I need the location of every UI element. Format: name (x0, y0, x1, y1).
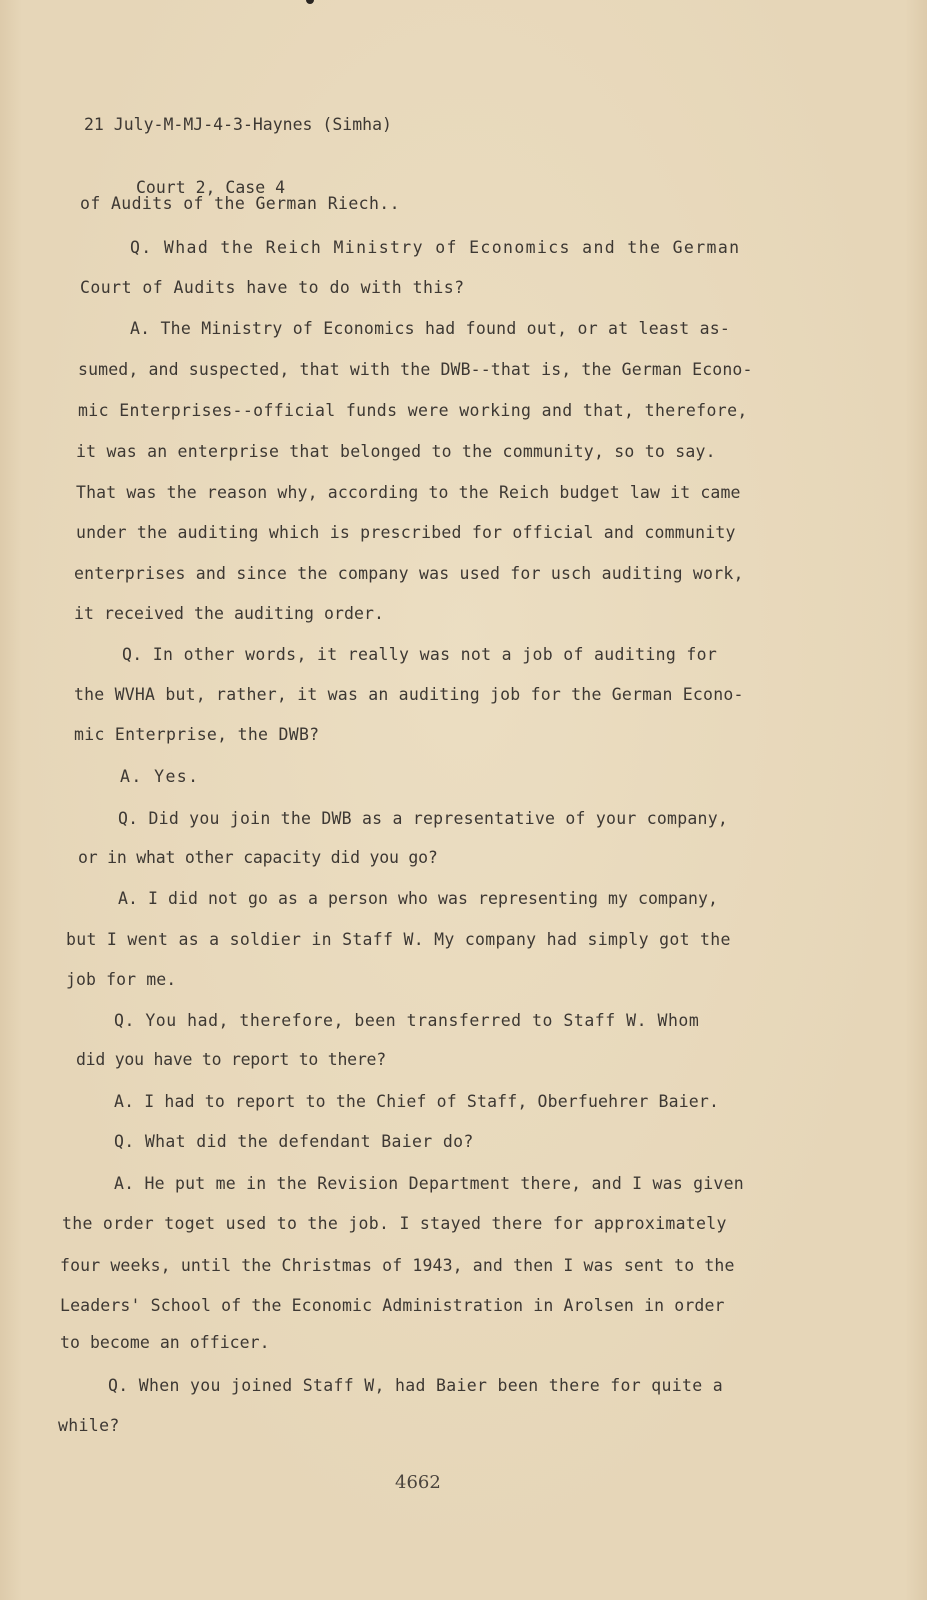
text-line: under the auditing which is prescribed for official and community (76, 523, 736, 542)
text-line: Q. In other words, it really was not a job of auditing for (122, 645, 718, 664)
text-line: of Audits of the German Riech.. (80, 194, 400, 213)
punch-mark (306, 0, 314, 4)
text-line: Q. What did the defendant Baier do? (114, 1132, 474, 1151)
text-line: or in what other capacity did you go? (78, 848, 438, 867)
text-line: Q. You had, therefore, been transferred to Staff W. Whom (114, 1011, 700, 1030)
text-line: it received the auditing order. (74, 604, 384, 623)
text-line: four weeks, until the Christmas of 1943, and then I was sent to the (60, 1256, 735, 1275)
text-line: enterprises and since the company was used for usch auditing work, (74, 564, 744, 583)
text-line: while? (58, 1416, 120, 1435)
text-line: mic Enterprise, the DWB? (74, 725, 320, 744)
text-line: to become an officer. (60, 1333, 270, 1352)
text-line: the WVHA but, rather, it was an auditing job for the German Econo- (74, 685, 744, 704)
text-line: but I went as a soldier in Staff W. My company had simply got the (66, 930, 731, 949)
text-line: the order toget used to the job. I stayed there for approximately (62, 1214, 727, 1233)
text-line: Q. Whad the Reich Ministry of Economics and the German (130, 238, 741, 257)
text-line: sumed, and suspected, that with the DWB--that is, the German Econo- (78, 360, 753, 379)
text-line: A. I had to report to the Chief of Staff, Oberfuehrer Baier. (114, 1092, 720, 1111)
text-line: A. The Ministry of Economics had found out, or at least as- (130, 319, 731, 338)
page-number: 4662 (395, 1472, 441, 1493)
text-line: A. Yes. (120, 767, 200, 786)
page-header (84, 72, 392, 240)
text-line: Q. Did you join the DWB as a representative of your company, (118, 809, 729, 828)
header-line-2: Court 2, Case 4 (136, 178, 286, 197)
text-line: Q. When you joined Staff W, had Baier been there for quite a (108, 1376, 724, 1395)
text-line: A. I did not go as a person who was representing my company, (118, 889, 719, 908)
text-line: it was an enterprise that belonged to the community, so to say. (76, 442, 716, 461)
text-line: That was the reason why, according to the Reich budget law it came (76, 483, 741, 502)
text-line: Leaders' School of the Economic Administration in Arolsen in order (60, 1296, 725, 1315)
text-line: Court of Audits have to do with this? (80, 278, 465, 297)
text-line: job for me. (66, 970, 177, 989)
header-line-1: 21 July-M-MJ-4-3-Haynes (Simha) (84, 115, 392, 134)
text-line: mic Enterprises--official funds were working and that, therefore, (78, 401, 748, 420)
text-line: did you have to report to there? (76, 1050, 386, 1069)
text-line: A. He put me in the Revision Department there, and I was given (114, 1174, 744, 1193)
